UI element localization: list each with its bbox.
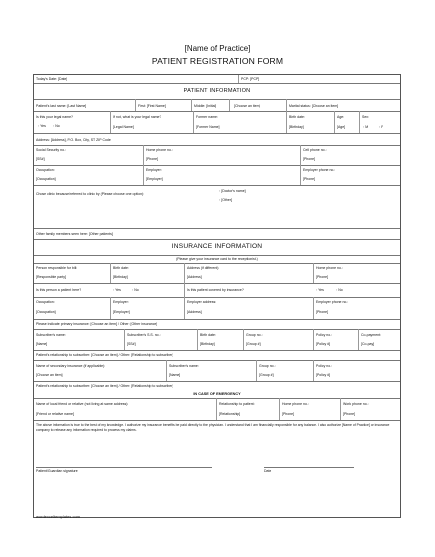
resp-home-label: Home phone no.: [316,266,343,270]
pcp-field[interactable]: PCP: [PCP] [241,77,260,81]
employer-field[interactable]: [Employer] [146,177,163,181]
resp-address-label: Address (if different): [187,266,220,270]
no-label: No [134,288,139,292]
sex-m-option[interactable] [363,125,368,129]
legal-no-option[interactable] [53,124,60,128]
signature-date-label: Date [264,469,272,473]
title-select[interactable]: [Choose an item] [234,104,261,108]
sec-group-field[interactable]: [Group #] [259,373,274,377]
responsible-label: Person responsible for bill: [36,266,78,270]
copay-field[interactable]: [Co-pay] [361,342,375,346]
former-name-field[interactable]: [Former Name] [196,125,220,129]
sec-subscriber-label: Subscriber's name: [169,364,199,368]
yes-label: Yes [318,288,324,292]
emergency-relationship-field[interactable]: [Relationship] [219,412,241,416]
subscriber-birth-label: Birth date: [200,333,216,337]
responsible-field[interactable]: [Responsible party] [36,275,66,279]
birth-date-field[interactable]: [Birthday] [289,125,304,129]
radio-icon: ◦ [113,288,116,292]
secondary-insurance-label: Name of secondary insurance (if applicable): [36,364,106,368]
sec-group-label: Group no.: [259,364,276,368]
cell-phone-label: Cell phone no.: [303,148,327,152]
date-line[interactable] [264,467,354,468]
f-label: F [381,125,384,129]
first-name-field[interactable]: First: [First Name] [138,104,166,108]
emergency-name-field[interactable]: [Friend or relative name] [36,412,74,416]
policy-no-label: Policy no.: [316,333,333,337]
ins-employer-phone-field[interactable]: [Phone] [316,310,329,314]
form-title: PATIENT REGISTRATION FORM [151,56,284,66]
birth-date-label: Birth date: [289,115,305,119]
primary-insurance-field[interactable]: Please indicate primary insurance: [Choose an item] / Other: [Other insurance] [36,322,158,326]
family-members-field[interactable]: Other family members seen here: [Other patients] [36,232,113,236]
covered-question: Is this patient covered by insurance? [187,288,244,292]
practice-name: [Name of Practice] [184,44,251,53]
subscriber-ssn-field[interactable]: [SS#] [127,342,136,346]
group-no-label: Group no.: [246,333,263,337]
other-option[interactable] [219,198,232,202]
other-field: [Other] [221,198,232,202]
age-field[interactable]: [Age] [337,125,346,129]
emergency-relationship-label: Relationship to patient: [219,402,255,406]
registration-form [33,74,401,518]
emergency-work-field[interactable]: [Phone] [343,412,356,416]
emergency-name-label: Name of local friend or relative (not living at same address): [36,402,129,406]
todays-date[interactable]: Today's Date: [Date] [36,77,68,81]
subscriber-name-label: Subscriber's name: [36,333,66,337]
m-label: M [365,125,369,129]
covered-yes[interactable] [316,288,324,292]
emergency-home-label: Home phone no.: [282,402,309,406]
is-patient-no[interactable] [132,288,139,292]
sex-f-option[interactable] [379,125,383,129]
covered-no[interactable] [336,288,343,292]
is-patient-question: Is this person a patient here? [36,288,82,292]
doctor-name-field: [Doctor's name] [221,189,246,193]
copay-label: Co-payment: [361,333,382,337]
relationship-to-subscriber[interactable]: Patient's relationship to subscriber: [Choose an item] / Other: [Relationship to subscriber] [36,353,174,357]
radio-icon: ◦ [219,198,222,202]
ins-employer-field[interactable]: [Employer] [113,310,130,314]
last-name-field[interactable]: Patient's last name: [Last Name] [36,104,87,108]
occupation-label: Occupation: [36,168,55,172]
occupation-field[interactable]: [Occupation] [36,177,56,181]
footer-source: wordexceltemplates.com [36,514,81,519]
radio-icon: ◦ [132,288,135,292]
legal-yes-option[interactable] [38,124,46,128]
former-name-label: Former name: [196,115,218,119]
legal-name-question: Is this your legal name? [36,115,73,119]
legal-name-label: If not, what is your legal name? [113,115,162,119]
resp-home-field[interactable]: [Phone] [316,275,329,279]
authorization-statement: The above information is true to the best of my knowledge. I authorize my insurance benefits be paid directly to the physician. I understand that I am financially responsible for any balance. I also authorize [Name of Practice] or insurance company to release any information required to process my claims. [36,423,390,432]
emergency-work-label: Work phone no.: [343,402,369,406]
sec-policy-label: Policy no.: [316,364,333,368]
resp-birth-field[interactable]: [Birthday] [113,275,128,279]
no-label: No [55,124,60,128]
ins-employer-address-field[interactable]: [Address] [187,310,202,314]
no-label: No [338,288,343,292]
radio-icon: ◦ [316,288,319,292]
cell-phone-field[interactable]: [Phone] [303,157,316,161]
radio-icon: ◦ [379,125,382,129]
sec-policy-field[interactable]: [Policy #] [316,373,331,377]
middle-initial-field[interactable]: Middle: [Initial] [194,104,217,108]
sec-subscriber-field[interactable]: [Name] [169,373,181,377]
subscriber-name-field[interactable]: [Name] [36,342,48,346]
legal-name-field[interactable]: [Legal Name] [113,125,134,129]
employer-phone-field[interactable]: [Phone] [303,177,316,181]
radio-icon: ◦ [219,189,222,193]
radio-icon: ◦ [363,125,366,129]
emergency-heading: IN CASE OF EMERGENCY [193,392,241,396]
age-label: Age: [337,115,345,119]
relationship-to-subscriber-2[interactable]: Patient's relationship to subscriber: [Choose an item] / Other: [Relationship to subscriber] [36,384,174,388]
clinic-referral-label: Chose clinic because/referred to clinic by (Please choose one option): [36,192,145,196]
insurance-card-note: (Please give your insurance card to the receptionist.) [176,257,258,261]
subscriber-birth-field[interactable]: [Birthday] [200,342,215,346]
employer-label: Employer: [146,168,162,172]
radio-icon: ◦ [38,124,41,128]
home-phone-label: Home phone no.: [146,148,173,152]
ins-employer-label: Employer: [113,300,129,304]
policy-no-field[interactable]: [Policy #] [316,342,331,346]
patient-information-heading: PATIENT INFORMATION [183,88,251,94]
insurance-information-heading: INSURANCE INFORMATION [171,243,263,250]
ssn-label: Social Security no.: [36,148,66,152]
yes-label: Yes [115,288,121,292]
employer-phone-label: Employer phone no.: [303,168,336,172]
resp-birth-label: Birth date: [113,266,129,270]
home-phone-field[interactable]: [Phone] [146,157,159,161]
resp-address-field[interactable]: [Address] [187,275,202,279]
doctor-option[interactable] [219,189,246,193]
ssn-field[interactable]: [SS#] [36,157,45,161]
radio-icon: ◦ [336,288,339,292]
ins-employer-address-label: Employer address: [187,300,217,304]
yes-label: Yes [40,124,46,128]
group-no-field[interactable]: [Group #] [246,342,261,346]
sex-label: Sex: [362,115,370,119]
ins-occupation-field[interactable]: [Occupation] [36,310,56,314]
secondary-insurance-select[interactable]: [Choose an item] [36,373,63,377]
marital-status-select[interactable]: Marital status: [Choose an item] [289,104,339,108]
is-patient-yes[interactable] [113,288,121,292]
address-field[interactable]: Address: [Address], P.O. Box, City, ST ZIP Code [36,138,111,142]
radio-icon: ◦ [53,124,56,128]
ins-occupation-label: Occupation: [36,300,55,304]
signature-label: Patient/Guardian signature [36,469,78,473]
subscriber-ssn-label: Subscriber's S.S. no.: [127,333,161,337]
emergency-home-field[interactable]: [Phone] [282,412,295,416]
ins-employer-phone-label: Employer phone no.: [316,300,349,304]
signature-line[interactable] [36,467,212,468]
